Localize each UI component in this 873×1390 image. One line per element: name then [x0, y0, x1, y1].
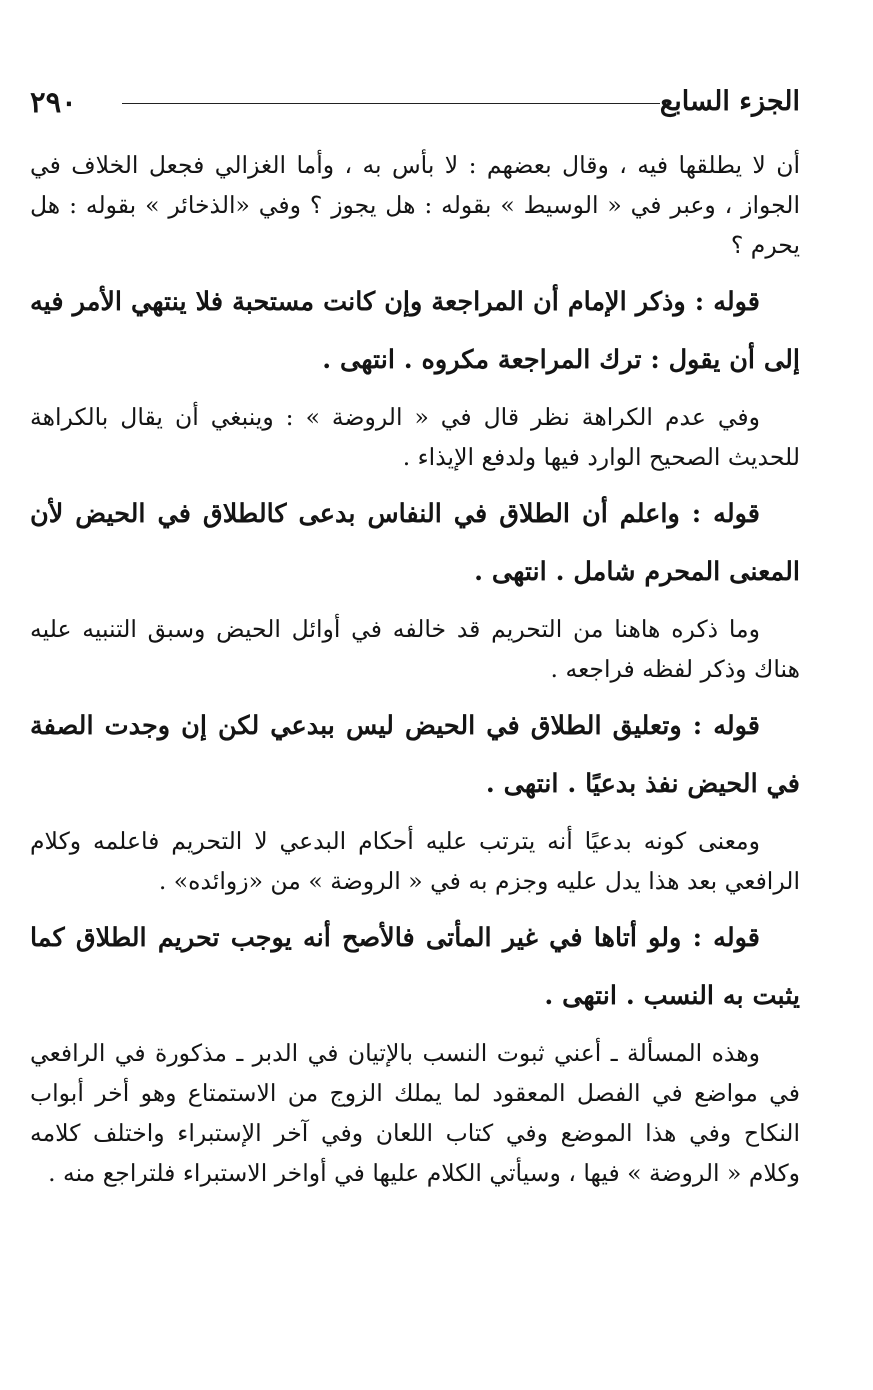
commentary-paragraph: وما ذكره هاهنا من التحريم قد خالفه في أوائل الحيض وسبق التنبيه عليه هناك وذكر لفظه فراجعه . — [30, 615, 800, 683]
header-rule — [122, 103, 660, 104]
quoted-passage: قوله : ولو أتاها في غير المأتى فالأصح أنه يوجب تحريم الطلاق كما يثبت به النسب . انتهى . — [30, 923, 800, 1011]
page-body — [30, 145, 800, 1193]
page-number: ٢٩٠ — [30, 85, 77, 119]
quoted-passage: قوله : واعلم أن الطلاق في النفاس بدعى كالطلاق في الحيض لأن المعنى المحرم شامل . انتهى . — [30, 499, 800, 587]
commentary-paragraph: ومعنى كونه بدعيًا أنه يترتب عليه أحكام البدعي لا التحريم فاعلمه وكلام الرافعي بعد هذا يدل عليه وجزم به في « الروضة » من «زوائده» . — [30, 827, 800, 895]
running-head: الجزء السابع — [659, 86, 800, 117]
commentary-paragraph: أن لا يطلقها فيه ، وقال بعضهم : لا بأس به ، وأما الغزالي فجعل الخلاف في الجواز ، وعبر في « الوسيط » بقوله : هل يجوز ؟ وفي «الذخائر » بقوله : هل يحرم ؟ — [30, 151, 800, 259]
page-header — [30, 82, 800, 126]
quoted-passage: قوله : وتعليق الطلاق في الحيض ليس ببدعي لكن إن وجدت الصفة في الحيض نفذ بدعيًا . انتهى . — [30, 711, 800, 799]
commentary-paragraph: وهذه المسألة ـ أعني ثبوت النسب بالإتيان في الدبر ـ مذكورة في الرافعي في مواضع في الفصل المعقود لما يملك الزوج من الاستمتاع وهو أخر أبواب النكاح وفي هذا الموضع وفي كتاب اللعان وفي آخر الإستبراء واختلف كلامه وكلام « الروضة » فيها ، وسيأتي الكلام عليها في أواخر الاستبراء فلتراجع منه . — [30, 1039, 800, 1187]
quoted-passage: قوله : وذكر الإمام أن المراجعة وإن كانت مستحبة فلا ينتهي الأمر فيه إلى أن يقول : ترك المراجعة مكروه . انتهى . — [30, 287, 800, 375]
commentary-paragraph: وفي عدم الكراهة نظر قال في « الروضة » : وينبغي أن يقال بالكراهة للحديث الصحيح الوارد فيها ولدفع الإيذاء . — [30, 403, 800, 471]
